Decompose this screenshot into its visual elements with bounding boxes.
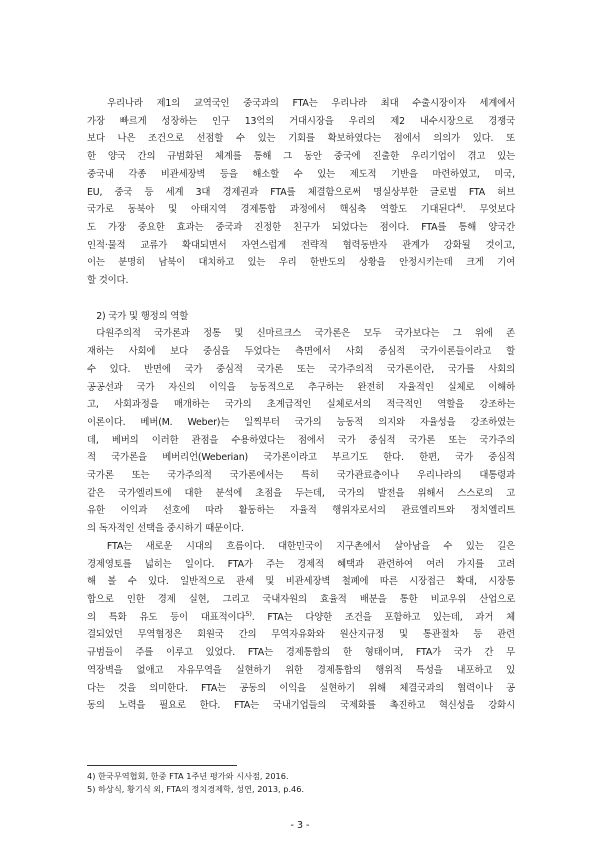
text-segment: 국가로 동북아 및 아태지역 경제통합 과정에서 핵심축 역할도 기대된다 xyxy=(87,204,457,216)
text-line: 규범들이 주를 이루고 있었다. FTA는 경제통합의 한 형태이며, FTA가 국가 간 무 xyxy=(87,647,515,659)
text-line: 이론이다. 베버(M. Weber)는 일찍부터 국가의 능동적 의지와 자율성을 강조하였는 xyxy=(87,416,515,428)
text-line: 한 양국 간의 규범화된 체계를 통해 그 동안 중국에 진출한 우리기업이 겪고 있는 xyxy=(87,151,515,163)
text-line: 동의 노력을 필요로 한다. FTA는 국내기업들의 국제화를 촉진하고 혁신성을 강화시 xyxy=(87,700,515,712)
section-heading xyxy=(87,308,515,326)
footnote-4: 4) 한국무역협회, 한중 FTA 1주년 평가와 시사점, 2016. xyxy=(87,771,289,781)
text-segment: 다원주의적 국가론과 정통 및 신마르크스 국가론은 모두 국가보다는 그 위에 존 xyxy=(96,328,515,340)
text-line: 공공선과 국가 자신의 이익을 능동적으로 추구하는 완전히 자율적인 실체로 이해하 xyxy=(87,381,515,393)
text-line: 경제영토를 넓히는 일이다. FTA가 주는 경제적 혜택과 관련하여 여러 가지를 고려 xyxy=(87,558,515,570)
text-line: 중국내 각종 비관세장벽 등을 해소할 수 있는 제도적 기반을 마련하였고, 미국, xyxy=(87,168,515,180)
text-line: 해 볼 수 있다. 일반적으로 관세 및 비관세장벽 철폐에 따른 시장접근 확대, 시장통 xyxy=(87,576,515,588)
text-segment: . FTA는 다양한 조건을 포함하고 있는데, 과거 체 xyxy=(251,611,515,623)
text-line: 할 것이다. xyxy=(87,275,129,287)
text-line: 국가론 또는 국가주의적 국가론에서는 특히 국가관료층이나 우리나라의 대통령과 xyxy=(87,470,515,482)
text-segment: 의 특화 유도 등이 대표적이다 xyxy=(87,611,246,623)
text-line: 가장 빠르게 성장하는 인구 13억의 거대시장을 우리의 제2 내수시장으로 경쟁국 xyxy=(87,115,515,127)
text-line xyxy=(87,325,515,343)
footnote-ref-5: 5) xyxy=(245,609,252,618)
text-line: 재하는 사회에 보다 중심을 두었다는 측면에서 사회 중심적 국가이론들이라고 할 xyxy=(87,346,515,358)
text-line: 데, 베버의 이러한 관점을 수용하였다는 점에서 국가 중심적 국가론 또는 국가주의 xyxy=(87,434,515,446)
text-line: 적 국가론을 베버리언(Weberian) 국가론이라고 부르기도 한다. 한편, 국가 중심적 xyxy=(87,452,515,464)
text-line xyxy=(87,609,515,627)
spacer xyxy=(87,290,515,308)
footnote-5: 5) 하상식, 황기식 외, FTA의 정치경제학, 성연, 2013, p.46. xyxy=(87,784,305,794)
text-line xyxy=(87,201,515,219)
section-heading-text: 2) 국가 및 행정의 역할 xyxy=(96,310,189,322)
text-line: 우리나라 제1의 교역국인 중국과의 FTA는 우리나라 최대 수출시장이자 세계에서 xyxy=(87,98,515,109)
text-line: 수 있다. 반면에 국가 중심적 국가론 또는 국가주의적 국가론이란, 국가를 사회의 xyxy=(87,363,515,375)
text-line: 다는 것을 의미한다. FTA는 공동의 이익을 실현하기 위해 체결국과의 협력이나 공 xyxy=(87,682,515,694)
text-line: 고, 사회과정을 매개하는 국가의 초계급적인 실체로서의 적극적인 역할을 강조하는 xyxy=(87,399,515,411)
body-text xyxy=(87,95,515,715)
text-line: 의 독자적인 선택을 중시하기 때문이다. xyxy=(87,523,244,535)
text-line: 같은 국가엘리트에 대한 분석에 초점을 두는데, 국가의 발전을 위해서 스스로의 고 xyxy=(87,487,515,499)
page-number: - 3 - xyxy=(290,820,310,831)
text-line: FTA는 새로운 시대의 흐름이다. 대한민국이 지구촌에서 살아남을 수 있는 길은 xyxy=(87,540,515,552)
text-line: 결되었던 무역협정은 회원국 간의 무역자유화와 원산지규정 및 통관절차 등 관련 xyxy=(87,629,515,641)
text-line: 이는 분명히 남북이 대치하고 있는 우리 한반도의 상황을 안정시키는데 크게 기여 xyxy=(87,257,515,269)
text-line: 합으로 인한 경제 실현, 그리고 국내자원의 효율적 배분을 통한 비교우위 산업으로 xyxy=(87,593,515,605)
text-line: 역장벽을 없애고 자유무역을 실현하기 위한 경제통합의 행위적 특성을 내포하고 있 xyxy=(87,664,515,676)
text-line: 인적·물적 교류가 확대되면서 자연스럽게 전략적 협력동반자 관계가 강화될 것이고, xyxy=(87,239,515,251)
footnotes xyxy=(87,765,515,796)
footnote-ref-4: 4) xyxy=(456,202,463,211)
text-line: 유한 이익과 선호에 따라 활동하는 자율적 행위자로서의 관료엘리트와 정치엘리트 xyxy=(87,505,515,517)
footnote-divider xyxy=(87,765,237,766)
text-line: 보다 나은 조건으로 선점할 수 있는 기회를 확보하였다는 점에서 의의가 있다. 또 xyxy=(87,133,515,145)
text-line: EU, 중국 등 세계 3대 경제권과 FTA를 체결함으로써 명실상부한 글로벌 FTA 허브 xyxy=(87,186,515,198)
text-line: 도 가장 중요한 효과는 중국과 진정한 친구가 되었다는 점이다. FTA를 통해 양국간 xyxy=(87,221,515,233)
text-segment: . 무엇보다 xyxy=(462,204,515,216)
